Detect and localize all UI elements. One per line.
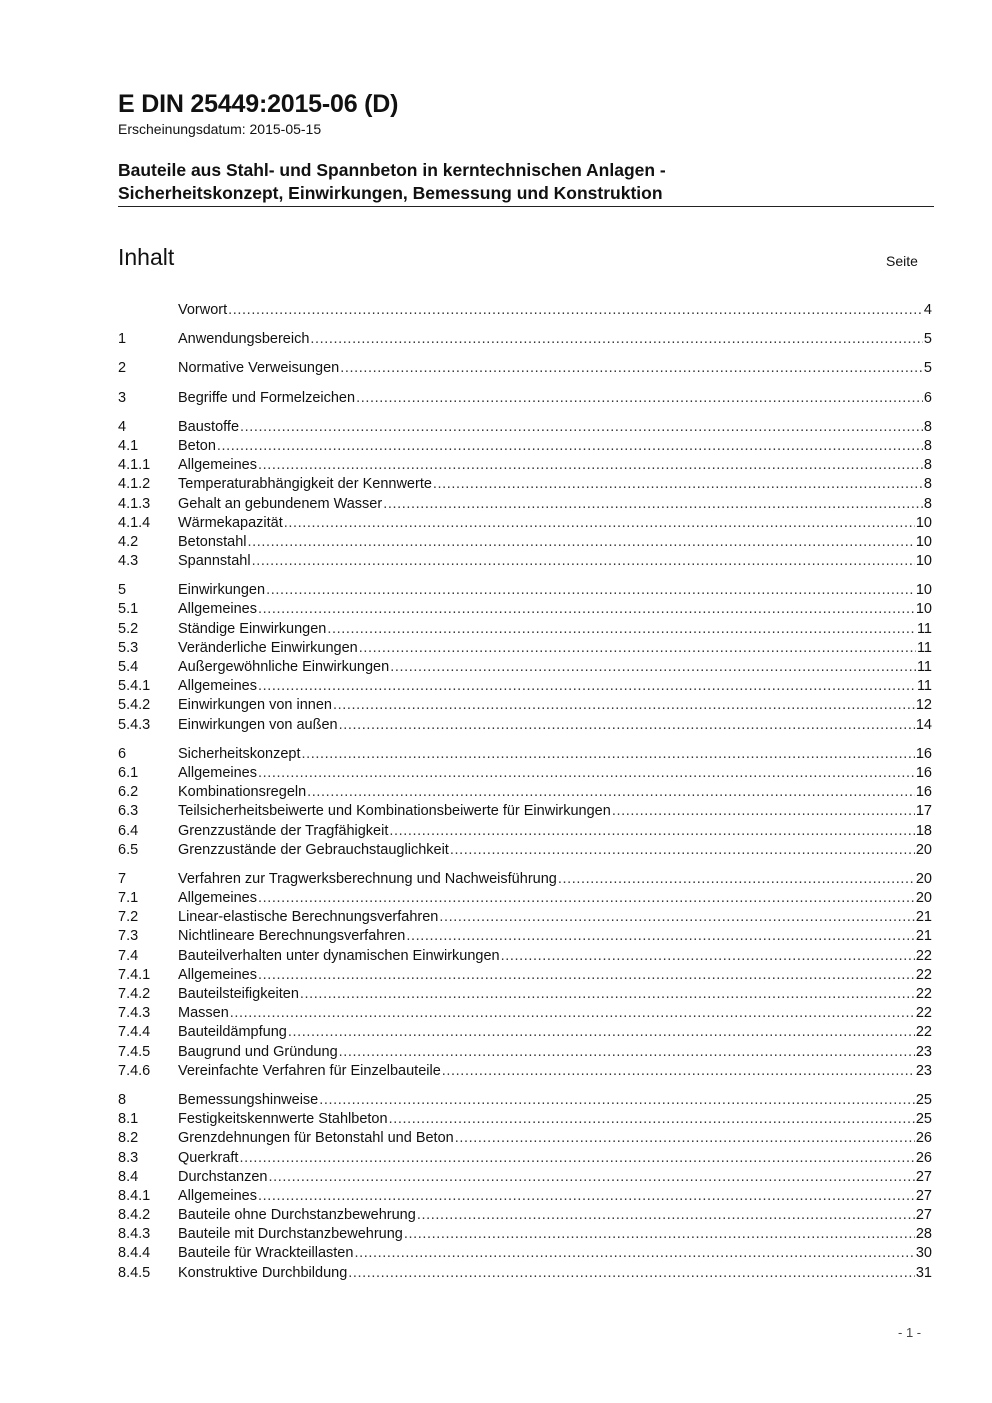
toc-entry-page: 22 [915,947,932,964]
toc-entry[interactable] [118,438,932,457]
toc-entry-page: 21 [915,909,932,926]
toc-dot-leader [258,678,916,694]
toc-entry-page: 10 [915,553,932,570]
toc-entry-page: 12 [915,697,932,714]
toc-entry[interactable] [118,765,932,784]
toc-entry-number: 7.4.1 [118,966,151,983]
toc-dot-leader [300,986,915,1002]
toc-dot-leader [258,765,915,781]
document-title: E DIN 25449:2015-06 (D) [118,90,399,118]
toc-entry-page: 8 [923,476,932,493]
toc-entry-page: 16 [915,784,932,801]
toc-entry-title: Durchstanzen [178,1168,268,1185]
title-divider [118,206,934,207]
toc-dot-leader [239,1150,914,1166]
toc-entry-title: Bemessungshinweise [178,1091,319,1108]
toc-entry-number: 6.3 [118,803,139,820]
toc-entry[interactable] [118,659,932,678]
toc-entry-page: 11 [916,639,932,656]
toc-section-group [118,871,932,1082]
toc-entry-title: Querkraft [178,1149,239,1166]
toc-dot-leader [258,601,915,617]
toc-entry-title: Anwendungsbereich [178,331,310,348]
toc-entry-page: 10 [915,582,932,599]
toc-entry-title: Bauteile für Wrackteillasten [178,1245,354,1262]
toc-entry[interactable] [118,534,932,553]
toc-entry-title: Beton [178,437,216,454]
toc-entry[interactable] [118,1265,932,1284]
toc-entry-page: 8 [923,457,932,474]
toc-entry-page: 4 [923,302,932,318]
toc-dot-leader [359,640,916,656]
toc-entry-number: 7.2 [118,909,139,926]
toc-entry-number: 7.4.5 [118,1043,151,1060]
toc-dot-leader [340,360,923,376]
toc-entry-page: 11 [916,659,932,675]
toc-entry-title: Bauteilverhalten unter dynamischen Einwirkungen [178,947,500,964]
toc-entry-page: 22 [915,966,932,983]
toc-entry-page: 21 [915,928,932,945]
toc-entry-number: 8.3 [118,1149,139,1166]
toc-entry-page: 20 [915,870,932,887]
toc-entry-title: Verfahren zur Tragwerksberechnung und Nachweisführung [178,870,557,887]
toc-entry[interactable] [118,553,932,572]
toc-entry[interactable] [118,1092,932,1111]
subtitle-line-1: Bauteile aus Stahl- und Spannbeton in kerntechnischen Anlagen - [118,160,666,180]
toc-entry[interactable] [118,967,932,986]
toc-dot-leader [284,515,915,531]
toc-entry-number: 6 [118,745,127,762]
toc-entry-page: 22 [915,986,932,1002]
toc-entry-number: 4.1.2 [118,476,151,493]
toc-dot-leader [248,534,915,550]
toc-entry-page: 8 [923,437,932,454]
toc-entry-number: 2 [118,360,127,377]
toc-entry-number: 5.4.2 [118,697,151,714]
toc-entry-title: Ständige Einwirkungen [178,620,327,637]
toc-entry[interactable] [118,1150,932,1169]
toc-entry-number: 4 [118,418,127,435]
toc-entry[interactable] [118,582,932,601]
toc-entry-title: Betonstahl [178,533,247,550]
toc-entry-page: 18 [915,822,932,839]
toc-entry-number: 8.4 [118,1168,139,1185]
toc-entry-number: 8.4.3 [118,1226,151,1243]
toc-entry-number: 6.1 [118,764,139,781]
toc-entry-number: 7.4.4 [118,1024,151,1041]
toc-section-group [118,360,932,379]
toc-entry-number: 7.4.3 [118,1005,151,1022]
toc-entry-page: 28 [915,1226,932,1243]
toc-entry[interactable] [118,302,932,321]
toc-entry[interactable] [118,871,932,890]
toc-entry-number: 8.2 [118,1130,139,1147]
toc-dot-leader [268,1169,914,1185]
toc-dot-leader [310,331,923,347]
toc-section-group [118,302,932,321]
toc-entry[interactable] [118,948,932,967]
toc-entry-page: 5 [923,360,932,377]
toc-entry-number: 4.1.1 [118,457,151,474]
toc-entry-title: Teilsicherheitsbeiwerte und Kombinationsbeiwerte für Einwirkungen [178,803,611,820]
toc-heading: Inhalt [118,244,175,270]
toc-entry[interactable] [118,601,932,620]
subtitle-line-2: Sicherheitskonzept, Einwirkungen, Bemessung und Konstruktion [118,183,663,203]
toc-entry-title: Außergewöhnliche Einwirkungen [178,659,390,675]
toc-entry-page: 22 [915,1005,932,1022]
toc-entry-title: Allgemeines [178,764,257,781]
toc-entry-number: 8.4.5 [118,1264,151,1281]
toc-entry-page: 22 [915,1024,932,1041]
toc-entry[interactable] [118,1063,932,1082]
toc-entry[interactable] [118,1005,932,1024]
toc-entry[interactable] [118,1111,932,1130]
toc-entry[interactable] [118,909,932,928]
toc-entry[interactable] [118,890,932,909]
toc-entry[interactable] [118,986,932,1005]
toc-entry[interactable] [118,515,932,534]
toc-entry[interactable] [118,419,932,438]
toc-dot-leader [302,746,915,762]
toc-entry[interactable] [118,1245,932,1264]
toc-entry-number: 8 [118,1091,127,1108]
toc-entry-page: 11 [916,678,932,695]
toc-entry-page: 25 [915,1111,932,1128]
toc-entry-title: Allgemeines [178,966,257,983]
toc-entry-number: 8.4.4 [118,1245,151,1262]
toc-entry-number: 8.4.1 [118,1187,151,1204]
toc-entry[interactable] [118,803,932,822]
toc-entry-number: 7 [118,870,127,887]
toc-entry-title: Allgemeines [178,890,257,907]
toc-entry-number: 6.5 [118,841,139,858]
toc-entry-page: 20 [915,841,932,858]
toc-dot-leader [612,803,915,819]
toc-dot-leader [230,1005,915,1021]
toc-entry[interactable] [118,1044,932,1063]
toc-dot-leader [439,909,915,925]
toc-entry-title: Sicherheitskonzept [178,745,301,762]
toc-dot-leader [501,948,915,964]
toc-dot-leader [228,302,923,318]
toc-dot-leader [383,496,923,512]
toc-entry-title: Grenzzustände der Tragfähigkeit [178,822,389,839]
toc-entry-number: 6.4 [118,822,139,839]
toc-entry[interactable] [118,823,932,842]
toc-dot-leader [455,1130,915,1146]
toc-entry-title: Vorwort [178,302,228,318]
toc-entry-title: Baustoffe [178,418,240,435]
toc-dot-leader [442,1063,915,1079]
toc-entry-number: 5.4.1 [118,678,151,695]
toc-entry-number: 5 [118,582,127,599]
toc-entry-number: 5.3 [118,639,139,656]
toc-entry[interactable] [118,621,932,640]
toc-entry-number: 7.3 [118,928,139,945]
toc-entry-title: Begriffe und Formelzeichen [178,389,356,406]
toc-entry-title: Temperaturabhängigkeit der Kennwerte [178,476,432,493]
toc-dot-leader [266,582,915,598]
toc-dot-leader [319,1092,915,1108]
toc-entry-number: 4.1 [118,437,139,454]
toc-entry-number: 3 [118,389,127,406]
toc-entry-title: Einwirkungen [178,582,266,599]
toc-entry-title: Konstruktive Durchbildung [178,1264,348,1281]
toc-dot-leader [404,1226,915,1242]
toc-entry-title: Bauteile ohne Durchstanzbewehrung [178,1207,416,1224]
toc-entry-page: 11 [916,620,932,637]
toc-entry-page: 23 [915,1043,932,1060]
toc-entry-page: 5 [923,331,932,348]
toc-entry[interactable] [118,1130,932,1149]
toc-dot-leader [339,717,915,733]
page-number: - 1 - [898,1325,922,1340]
toc-dot-leader [252,553,915,569]
toc-entry-page: 10 [915,601,932,618]
toc-section-group [118,1092,932,1284]
toc-entry-page: 31 [915,1264,932,1281]
toc-section-group [118,582,932,736]
toc-entry-title: Linear-elastische Berechnungsverfahren [178,909,439,926]
toc-entry-page: 6 [923,389,932,406]
toc-entry-title: Bauteilsteifigkeiten [178,986,299,1002]
toc-entry[interactable] [118,457,932,476]
toc-entry-number: 5.1 [118,601,139,618]
toc-entry[interactable] [118,496,932,515]
toc-entry[interactable] [118,784,932,803]
toc-page-column-label: Seite [886,253,918,269]
toc-entry-title: Allgemeines [178,678,257,695]
toc-entry-number: 7.4.2 [118,986,151,1002]
toc-entry-number: 7.4.6 [118,1062,151,1079]
toc-entry[interactable] [118,717,932,736]
toc-dot-leader [558,871,915,887]
toc-entry[interactable] [118,640,932,659]
toc-entry-page: 25 [915,1091,932,1108]
toc-entry-page: 8 [923,418,932,435]
toc-entry-title: Wärmekapazität [178,514,283,531]
table-of-contents [118,302,932,1294]
toc-dot-leader [348,1265,915,1281]
toc-dot-leader [339,1044,915,1060]
toc-dot-leader [327,621,916,637]
toc-entry-number: 6.2 [118,784,139,801]
toc-entry[interactable] [118,746,932,765]
toc-entry[interactable] [118,1024,932,1043]
toc-entry-number: 4.1.3 [118,495,151,512]
toc-dot-leader [240,419,923,435]
toc-entry-number: 4.2 [118,533,139,550]
toc-section-group [118,390,932,409]
toc-dot-leader [389,1111,915,1127]
toc-entry-title: Allgemeines [178,601,257,618]
toc-entry-page: 10 [915,533,932,550]
toc-section-group [118,746,932,861]
toc-entry-title: Bauteile mit Durchstanzbewehrung [178,1226,403,1243]
toc-entry-number: 1 [118,331,127,348]
toc-entry[interactable] [118,1169,932,1188]
toc-entry-page: 23 [915,1062,932,1079]
toc-entry-number: 8.4.2 [118,1207,151,1224]
toc-dot-leader [258,457,923,473]
toc-dot-leader [258,890,915,906]
toc-dot-leader [450,842,915,858]
toc-entry-page: 10 [915,514,932,531]
document-subtitle [118,159,938,205]
toc-dot-leader [390,659,916,675]
toc-entry-title: Normative Verweisungen [178,360,340,377]
publication-date: Erscheinungsdatum: 2015-05-15 [118,121,322,137]
toc-entry-title: Einwirkungen von innen [178,697,332,714]
toc-entry-page: 17 [915,803,932,820]
toc-dot-leader [389,823,914,839]
toc-entry-page: 20 [915,890,932,907]
toc-entry-page: 14 [915,716,932,733]
toc-entry-title: Einwirkungen von außen [178,716,338,733]
toc-entry[interactable] [118,360,932,379]
toc-entry-title: Festigkeitskennwerte Stahlbeton [178,1111,388,1128]
toc-entry[interactable] [118,1207,932,1226]
toc-entry-page: 30 [915,1245,932,1262]
toc-entry-number: 7.4 [118,947,139,964]
toc-entry-title: Allgemeines [178,457,257,474]
toc-entry-title: Allgemeines [178,1187,257,1204]
toc-entry[interactable] [118,842,932,861]
toc-entry[interactable] [118,928,932,947]
toc-entry-page: 27 [915,1187,932,1204]
toc-section-group [118,331,932,350]
toc-entry[interactable] [118,331,932,350]
toc-entry[interactable] [118,1188,932,1207]
toc-entry[interactable] [118,678,932,697]
toc-entry-title: Massen [178,1005,229,1022]
toc-entry-title: Veränderliche Einwirkungen [178,639,358,656]
toc-dot-leader [433,476,923,492]
toc-entry-title: Nichtlineare Berechnungsverfahren [178,928,406,945]
toc-entry-title: Vereinfachte Verfahren für Einzelbauteile [178,1062,441,1079]
toc-entry[interactable] [118,1226,932,1245]
toc-dot-leader [258,967,915,983]
toc-entry-page: 27 [915,1207,932,1224]
toc-entry-page: 8 [923,495,932,512]
toc-entry[interactable] [118,697,932,716]
toc-entry[interactable] [118,476,932,495]
toc-section-group [118,419,932,573]
toc-entry-title: Spannstahl [178,553,251,570]
toc-entry-title: Baugrund und Gründung [178,1043,338,1060]
toc-entry-page: 27 [915,1168,932,1185]
toc-entry[interactable] [118,390,932,409]
toc-entry-page: 16 [915,745,932,762]
toc-entry-number: 5.4.3 [118,716,151,733]
toc-entry-title: Grenzzustände der Gebrauchstauglichkeit [178,841,449,858]
toc-entry-page: 26 [915,1130,932,1147]
toc-dot-leader [354,1245,914,1261]
toc-dot-leader [417,1207,915,1223]
toc-entry-page: 26 [915,1149,932,1166]
toc-dot-leader [406,928,915,944]
toc-dot-leader [288,1024,915,1040]
toc-entry-number: 4.3 [118,553,139,570]
toc-dot-leader [307,784,915,800]
toc-entry-title: Bauteildämpfung [178,1024,287,1041]
toc-dot-leader [217,438,923,454]
toc-entry-title: Kombinationsregeln [178,784,307,801]
toc-dot-leader [333,697,915,713]
toc-entry-number: 5.4 [118,659,139,675]
toc-entry-number: 4.1.4 [118,514,151,531]
toc-dot-leader [258,1188,915,1204]
toc-entry-title: Grenzdehnungen für Betonstahl und Beton [178,1130,454,1147]
toc-entry-number: 5.2 [118,620,139,637]
toc-entry-title: Gehalt an gebundenem Wasser [178,495,383,512]
toc-entry-number: 8.1 [118,1111,139,1128]
toc-entry-number: 7.1 [118,890,139,907]
toc-entry-page: 16 [915,764,932,781]
toc-dot-leader [356,390,923,406]
